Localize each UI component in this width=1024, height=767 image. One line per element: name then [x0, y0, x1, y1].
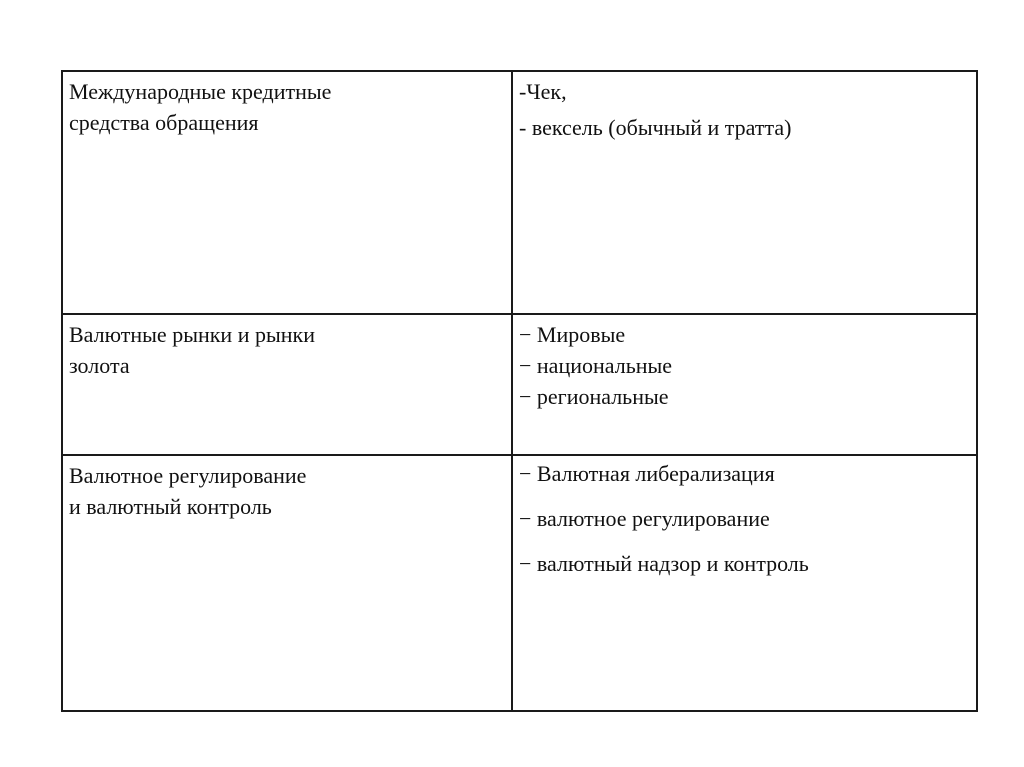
cell-line: Валютное регулирование: [69, 463, 307, 488]
table-cell-details: [512, 455, 977, 711]
table-cell-topic: [62, 455, 512, 711]
cell-line: средства обращения: [69, 110, 259, 135]
table-cell-details: [512, 314, 977, 455]
cell-line: − Мировые: [519, 322, 626, 347]
cell-line: - вексель (обычный и тратта): [519, 115, 792, 140]
table-cell-details: [512, 71, 977, 314]
cell-line: и валютный контроль: [69, 494, 272, 519]
table-row: [62, 314, 977, 455]
table-cell-topic: [62, 314, 512, 455]
table-row: [62, 71, 977, 314]
cell-line: − валютный надзор и контроль: [519, 551, 809, 576]
info-table: [61, 70, 978, 712]
cell-line: − Валютная либерализация: [519, 461, 775, 486]
cell-line: золота: [69, 353, 130, 378]
cell-line: − валютное регулирование: [519, 506, 770, 531]
cell-line: -Чек,: [519, 79, 567, 104]
table-cell-topic: [62, 71, 512, 314]
cell-line: − региональные: [519, 384, 669, 409]
table-row: [62, 455, 977, 711]
cell-line: − национальные: [519, 353, 673, 378]
cell-line: Международные кредитные: [69, 79, 332, 104]
cell-line: Валютные рынки и рынки: [69, 322, 315, 347]
